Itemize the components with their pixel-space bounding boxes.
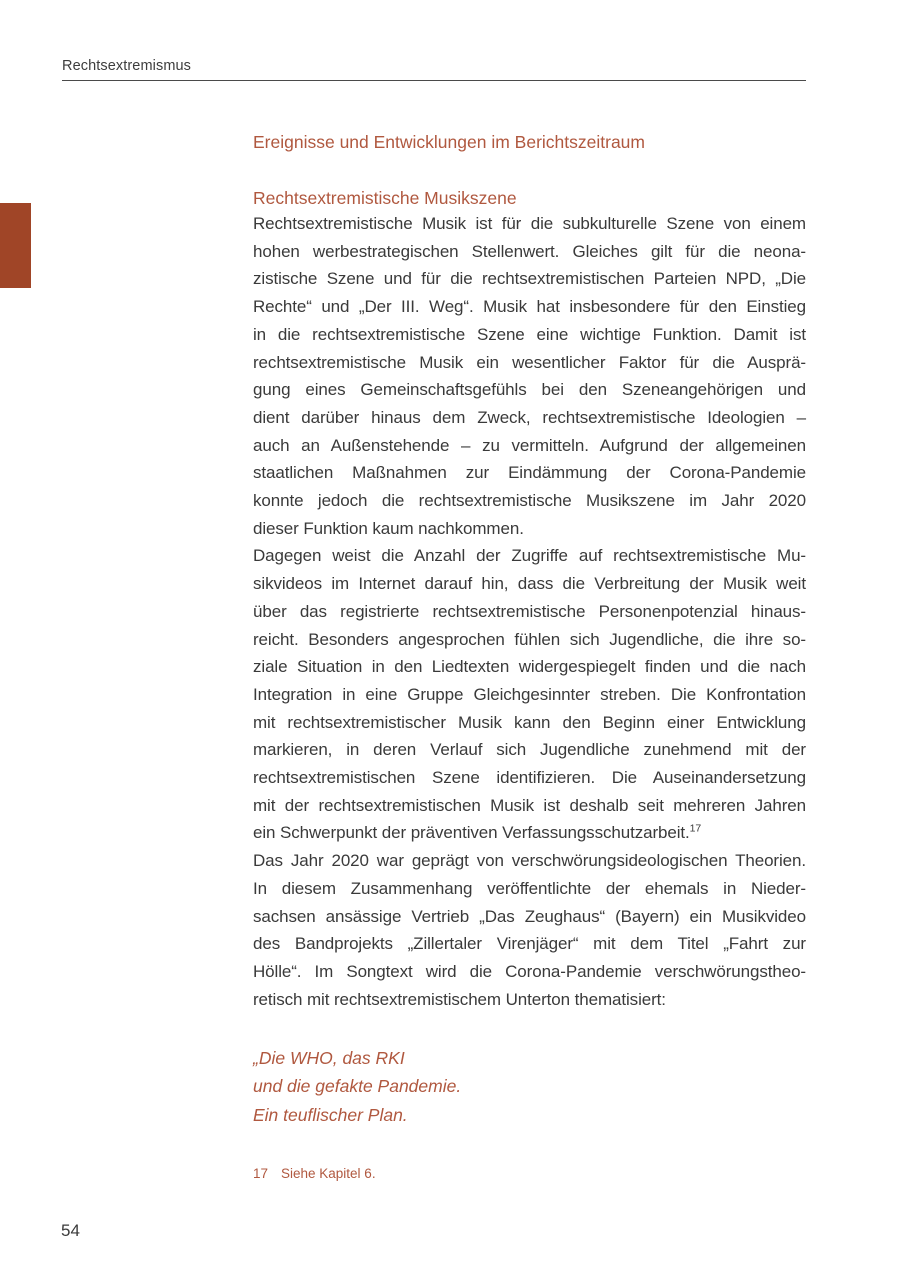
body-line: Rechtsextremistische Musik ist für die subkulturelle Szene von einem <box>253 214 806 233</box>
body-line: dieser Funktion kaum nachkommen. <box>253 518 524 538</box>
footnote <box>253 1166 806 1181</box>
page-number: 54 <box>61 1221 80 1240</box>
body-line: zistische Szene und für die rechtsextremistischen Parteien NPD, „Die <box>253 269 806 289</box>
body-text <box>253 210 806 1013</box>
body-line: ziale Situation in den Liedtexten widergespiegelt finden und die nach <box>253 657 806 677</box>
body-line: Rechte“ und „Der III. Weg“. Musik hat insbesondere für den Einstieg <box>253 297 806 317</box>
body-line: Hölle“. Im Songtext wird die Corona-Pandemie verschwörungstheo- <box>253 961 806 981</box>
body-line: Das Jahr 2020 war geprägt von verschwörungsideologischen Theorien. <box>253 851 806 871</box>
body-line: reicht. Besonders angesprochen fühlen sich Jugendliche, die ihre so- <box>253 629 806 649</box>
chapter-side-tab <box>0 203 31 288</box>
quote-line: „Die WHO, das RKI <box>253 1048 405 1068</box>
body-line: sikvideos im Internet darauf hin, dass die Verbreitung der Musik weit <box>253 574 806 594</box>
footnote-reference: 17 <box>689 822 702 835</box>
body-line: des Bandprojekts „Zillertaler Virenjäger“ mit dem Titel „Fahrt zur <box>253 934 806 954</box>
body-line: ein Schwerpunkt der präventiven Verfassungsschutzarbeit.$^{17}$ <box>253 822 702 843</box>
body-line: mit rechtsextremistischer Musik kann den Beginn einer Entwicklung <box>253 712 806 732</box>
quote-line: und die gefakte Pandemie. <box>253 1076 462 1097</box>
body-line: staatlichen Maßnahmen zur Eindämmung der Corona-Pandemie <box>253 463 806 483</box>
body-line: mit der rechtsextremistischen Musik ist deshalb seit mehreren Jahren <box>253 795 806 815</box>
body-line: dient darüber hinaus dem Zweck, rechtsextremistische Ideologien – <box>253 407 806 427</box>
footnote-text: Siehe Kapitel 6. <box>281 1166 376 1181</box>
body-line: rechtsextremistische Musik ein wesentlicher Faktor für die Ausprä- <box>253 352 806 372</box>
body-line: sachsen ansässige Vertrieb „Das Zeughaus“ (Bayern) ein Musikvideo <box>253 906 806 926</box>
body-line: in die rechtsextremistische Szene eine wichtige Funktion. Damit ist <box>253 324 806 344</box>
body-line: gung eines Gemeinschaftsgefühls bei den Szeneangehörigen und <box>253 380 806 400</box>
quote-line: Ein teuflischer Plan. <box>253 1104 408 1125</box>
header-rule <box>62 80 806 81</box>
body-line: über das registrierte rechtsextremistische Personenpotenzial hinaus- <box>253 601 806 621</box>
body-line: auch an Außenstehende – zu vermitteln. Aufgrund der allgemeinen <box>253 435 806 455</box>
footnote-number: 17 <box>253 1166 269 1181</box>
body-line: rechtsextremistischen Szene identifizieren. Die Auseinandersetzung <box>253 768 806 788</box>
body-line: In diesem Zusammenhang veröffentlichte der ehemals in Nieder- <box>253 878 806 898</box>
running-header: Rechtsextremismus <box>62 58 192 74</box>
body-line: konnte jedoch die rechtsextremistische Musikszene im Jahr 2020 <box>253 491 806 511</box>
body-line: markieren, in deren Verlauf sich Jugendliche zunehmend mit der <box>253 740 806 760</box>
song-lyrics-quote <box>253 1044 806 1129</box>
section-heading: Ereignisse und Entwicklungen im Berichtszeitraum <box>253 132 645 152</box>
sub-heading: Rechtsextremistische Musikszene <box>253 188 517 208</box>
body-line: hohen werbestrategischen Stellenwert. Gleiches gilt für die neona- <box>253 241 806 261</box>
body-line: Integration in eine Gruppe Gleichgesinnter streben. Die Konfrontation <box>253 684 806 704</box>
body-line: retisch mit rechtsextremistischem Unterton thematisiert: <box>253 989 666 1009</box>
body-line: Dagegen weist die Anzahl der Zugriffe auf rechtsextremistische Mu- <box>253 546 806 566</box>
